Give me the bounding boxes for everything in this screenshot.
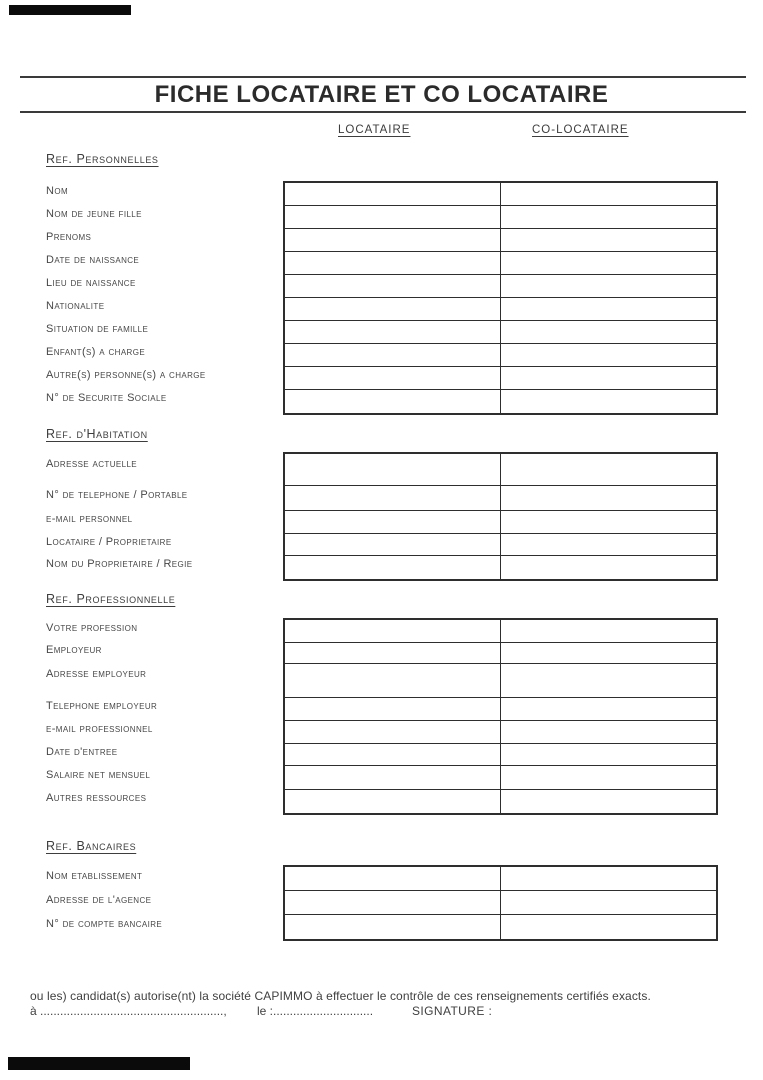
field-label: Lieu de naissance <box>46 277 136 289</box>
field-cell-locataire[interactable] <box>285 454 501 485</box>
field-label: e-mail personnel <box>46 513 133 525</box>
field-cell-locataire[interactable] <box>285 229 501 251</box>
field-label: Enfant(s) a charge <box>46 346 146 358</box>
field-label: Date d'entree <box>46 746 118 758</box>
table-row <box>285 183 716 206</box>
place-line: à ......................................................., <box>30 1004 227 1018</box>
table-row <box>285 721 716 744</box>
table-row <box>285 275 716 298</box>
table-row <box>285 206 716 229</box>
column-header-co-locataire: CO-LOCATAIRE <box>532 124 629 136</box>
field-cell-locataire[interactable] <box>285 915 501 939</box>
column-header-locataire: LOCATAIRE <box>338 124 411 136</box>
field-cell-locataire[interactable] <box>285 252 501 274</box>
field-cell-locataire[interactable] <box>285 321 501 343</box>
field-cell-locataire[interactable] <box>285 867 501 890</box>
field-cell-locataire[interactable] <box>285 511 501 533</box>
field-cell-co-locataire[interactable] <box>501 721 717 743</box>
signature-label: SIGNATURE : <box>412 1004 493 1018</box>
table-row <box>285 664 716 698</box>
field-cell-locataire[interactable] <box>285 367 501 389</box>
field-cell-co-locataire[interactable] <box>501 620 717 642</box>
table-row <box>285 744 716 766</box>
table-row <box>285 620 716 643</box>
table-row <box>285 915 716 939</box>
section-heading: Ref. Bancaires <box>46 839 137 853</box>
table-row <box>285 556 716 579</box>
section-table <box>283 181 718 415</box>
table-row <box>285 511 716 534</box>
section-heading: Ref. Personnelles <box>46 152 159 166</box>
field-label: Adresse employeur <box>46 668 147 680</box>
section-heading: Ref. Professionnelle <box>46 592 176 606</box>
field-cell-co-locataire[interactable] <box>501 390 717 413</box>
field-cell-co-locataire[interactable] <box>501 698 717 720</box>
title-rule-top <box>20 76 746 78</box>
field-cell-co-locataire[interactable] <box>501 891 717 914</box>
field-cell-co-locataire[interactable] <box>501 867 717 890</box>
field-cell-co-locataire[interactable] <box>501 556 717 579</box>
section-table <box>283 618 718 815</box>
table-row <box>285 766 716 790</box>
field-cell-locataire[interactable] <box>285 534 501 555</box>
field-label: N° de telephone / Portable <box>46 489 188 501</box>
field-label: Prenoms <box>46 231 92 243</box>
field-cell-co-locataire[interactable] <box>501 344 717 366</box>
field-cell-co-locataire[interactable] <box>501 229 717 251</box>
table-row <box>285 790 716 813</box>
section-table <box>283 452 718 581</box>
field-cell-locataire[interactable] <box>285 643 501 663</box>
date-line: le :.............................. <box>257 1004 374 1018</box>
field-cell-locataire[interactable] <box>285 298 501 320</box>
field-cell-co-locataire[interactable] <box>501 915 717 939</box>
field-cell-co-locataire[interactable] <box>501 298 717 320</box>
field-label: Situation de famille <box>46 323 149 335</box>
table-row <box>285 891 716 915</box>
field-cell-locataire[interactable] <box>285 766 501 789</box>
field-label: Salaire net mensuel <box>46 769 151 781</box>
field-label: Adresse actuelle <box>46 458 138 470</box>
field-cell-co-locataire[interactable] <box>501 252 717 274</box>
field-cell-co-locataire[interactable] <box>501 321 717 343</box>
field-cell-locataire[interactable] <box>285 344 501 366</box>
field-label: Nationalite <box>46 300 105 312</box>
field-cell-co-locataire[interactable] <box>501 511 717 533</box>
table-row <box>285 867 716 891</box>
table-row <box>285 298 716 321</box>
table-row <box>285 321 716 344</box>
field-cell-locataire[interactable] <box>285 891 501 914</box>
table-row <box>285 229 716 252</box>
field-cell-locataire[interactable] <box>285 744 501 765</box>
field-label: Nom du Proprietaire / Regie <box>46 558 193 570</box>
field-cell-locataire[interactable] <box>285 790 501 813</box>
section-heading: Ref. d'Habitation <box>46 427 148 441</box>
scan-artifact-top <box>9 5 131 15</box>
field-cell-co-locataire[interactable] <box>501 664 717 697</box>
field-label: Telephone employeur <box>46 700 158 712</box>
field-cell-co-locataire[interactable] <box>501 766 717 789</box>
field-label: Nom <box>46 185 69 197</box>
section-table <box>283 865 718 941</box>
field-cell-co-locataire[interactable] <box>501 534 717 555</box>
field-cell-locataire[interactable] <box>285 183 501 205</box>
field-cell-locataire[interactable] <box>285 698 501 720</box>
field-label: Votre profession <box>46 622 138 634</box>
authorization-text: ou les) candidat(s) autorise(nt) la société CAPIMMO à effectuer le contrôle de ces renseignements certifiés exacts. <box>30 989 651 1003</box>
field-cell-co-locataire[interactable] <box>501 275 717 297</box>
field-label: N° de Securite Sociale <box>46 392 167 404</box>
table-row <box>285 486 716 511</box>
scan-artifact-bottom <box>8 1057 190 1070</box>
field-cell-co-locataire[interactable] <box>501 183 717 205</box>
field-cell-co-locataire[interactable] <box>501 486 717 510</box>
table-row <box>285 252 716 275</box>
page-title: FICHE LOCATAIRE ET CO LOCATAIRE <box>154 81 609 108</box>
field-cell-co-locataire[interactable] <box>501 367 717 389</box>
field-cell-locataire[interactable] <box>285 275 501 297</box>
field-label: Autres ressources <box>46 792 147 804</box>
title-rule-bottom <box>20 111 746 113</box>
field-cell-co-locataire[interactable] <box>501 790 717 813</box>
table-row <box>285 698 716 721</box>
table-row <box>285 534 716 556</box>
field-label: N° de compte bancaire <box>46 918 163 930</box>
field-cell-locataire[interactable] <box>285 486 501 510</box>
field-label: Adresse de l'agence <box>46 894 152 906</box>
field-cell-co-locataire[interactable] <box>501 454 717 485</box>
field-label: e-mail professionnel <box>46 723 153 735</box>
field-cell-locataire[interactable] <box>285 206 501 228</box>
table-row <box>285 344 716 367</box>
field-cell-locataire[interactable] <box>285 664 501 697</box>
table-row <box>285 643 716 664</box>
field-cell-co-locataire[interactable] <box>501 744 717 765</box>
field-label: Employeur <box>46 644 102 656</box>
table-row <box>285 454 716 486</box>
field-cell-co-locataire[interactable] <box>501 206 717 228</box>
field-label: Locataire / Proprietaire <box>46 536 172 548</box>
field-cell-co-locataire[interactable] <box>501 643 717 663</box>
field-label: Date de naissance <box>46 254 140 266</box>
table-row <box>285 367 716 390</box>
field-label: Autre(s) personne(s) a charge <box>46 369 206 381</box>
table-row <box>285 390 716 413</box>
field-cell-locataire[interactable] <box>285 620 501 642</box>
field-label: Nom de jeune fille <box>46 208 142 220</box>
field-cell-locataire[interactable] <box>285 390 501 413</box>
field-cell-locataire[interactable] <box>285 556 501 579</box>
field-label: Nom etablissement <box>46 870 143 882</box>
field-cell-locataire[interactable] <box>285 721 501 743</box>
